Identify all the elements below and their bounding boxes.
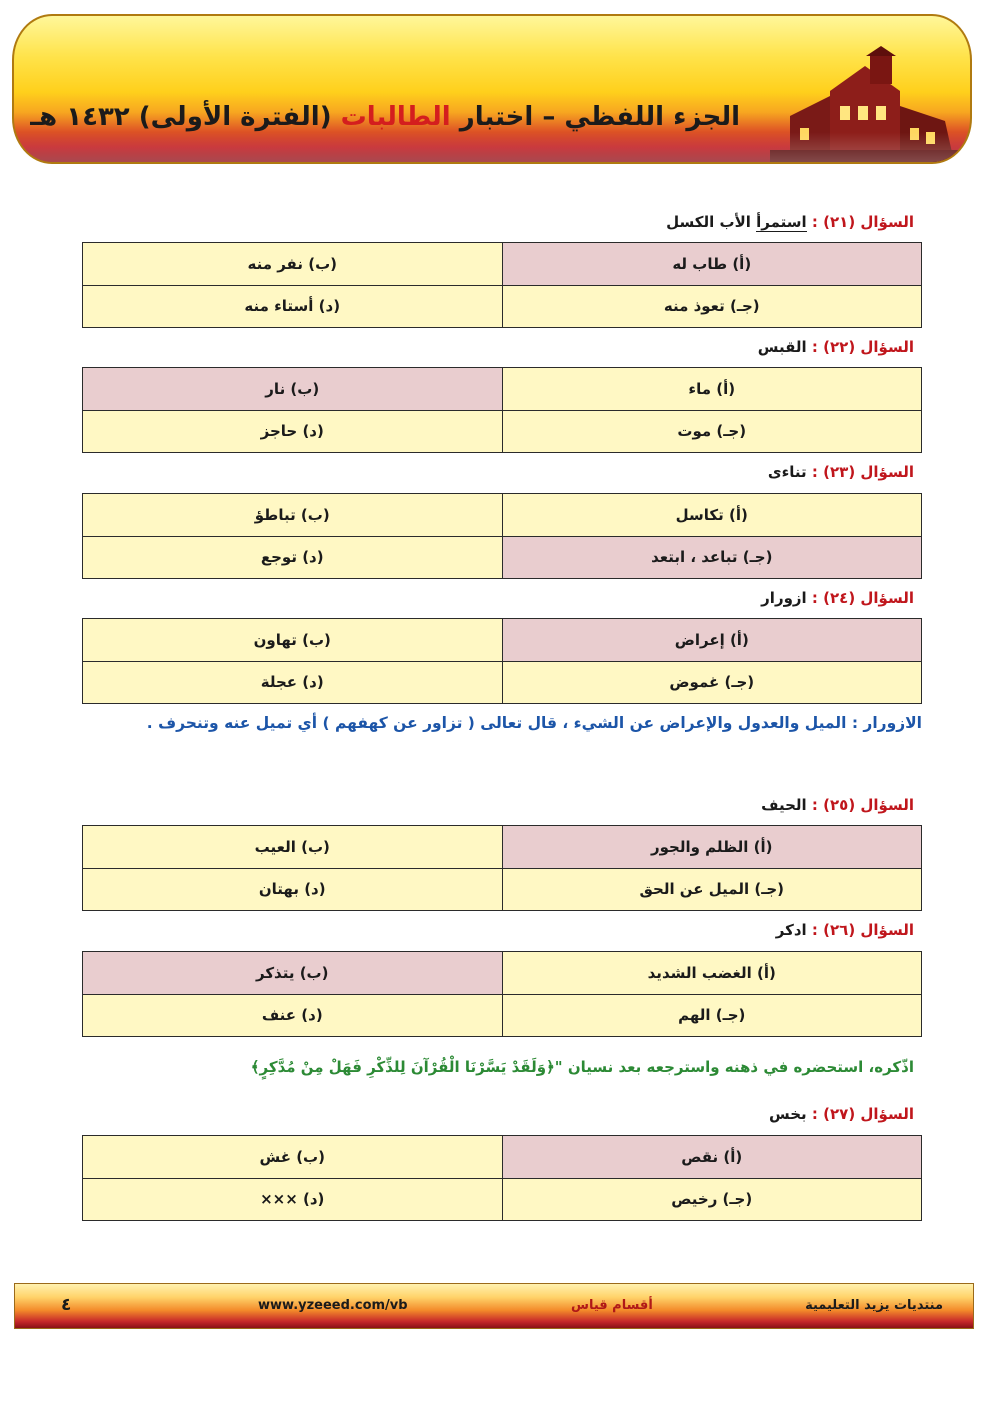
footer-bar [14, 1283, 974, 1329]
option-b[interactable]: (ب) العيب [83, 826, 503, 869]
option-c[interactable]: (جـ) تباعد ، ابتعد [502, 536, 922, 579]
option-a[interactable]: (أ) ماء [502, 368, 922, 411]
question-label: السؤال (٢٧) : [811, 1105, 914, 1123]
question-24-options [82, 618, 922, 704]
option-a[interactable]: (أ) الغضب الشديد [502, 952, 922, 995]
question-word: بخس [769, 1105, 807, 1123]
question-label: السؤال (٢٣) : [811, 463, 914, 481]
option-c[interactable]: (جـ) تعوذ منه [502, 285, 922, 328]
option-a[interactable]: (أ) إعراض [502, 619, 922, 662]
option-b[interactable]: (ب) تباطؤ [83, 494, 503, 537]
option-c[interactable]: (جـ) غموض [502, 661, 922, 704]
option-c[interactable]: (جـ) رخيص [502, 1178, 922, 1221]
option-b[interactable]: (ب) نفر منه [83, 243, 503, 286]
footer-url-link[interactable]: www.yzeeed.com/vb [258, 1298, 408, 1313]
title-part-2: (الفترة الأولى) ١٤٣٢ هـ [30, 102, 341, 132]
question-27-title [769, 1104, 914, 1124]
question-word: تناءى [767, 463, 807, 481]
question-27-options [82, 1135, 922, 1221]
footer-section[interactable]: أقسام قياس [571, 1298, 653, 1313]
option-b[interactable]: (ب) غش [83, 1136, 503, 1179]
option-a[interactable]: (أ) طاب له [502, 243, 922, 286]
option-b[interactable]: (ب) نار [83, 368, 503, 411]
option-a[interactable]: (أ) الظلم والجور [502, 826, 922, 869]
option-d[interactable]: (د) بهتان [83, 868, 503, 911]
option-c[interactable]: (جـ) موت [502, 410, 922, 453]
question-word: القبس [757, 338, 807, 356]
house-illustration-icon [770, 46, 960, 164]
title-part-1: الجزء اللفظي – اختبار [450, 102, 740, 132]
question-label: السؤال (٢٤) : [811, 589, 914, 607]
page-number: ٤ [61, 1295, 72, 1315]
option-d[interactable]: (د) توجع [83, 536, 503, 579]
question-25-options [82, 825, 922, 911]
title-highlight: الطالبات [340, 102, 451, 132]
footer-forum-name: منتديات يزيد التعليمية [805, 1298, 943, 1313]
question-word: ادكر [775, 921, 807, 939]
question-label: السؤال (٢٢) : [811, 338, 914, 356]
option-d[interactable]: (د) عجلة [83, 661, 503, 704]
question-24-title [761, 588, 914, 608]
question-word: استمرأ [756, 213, 807, 231]
question-label: السؤال (٢٦) : [811, 921, 914, 939]
question-label: السؤال (٢٥) : [811, 796, 914, 814]
option-a[interactable]: (أ) تكاسل [502, 494, 922, 537]
question-21-title [666, 212, 914, 232]
option-b[interactable]: (ب) يتذكر [83, 952, 503, 995]
question-26-options [82, 951, 922, 1037]
page-title [30, 104, 740, 130]
question-22-options [82, 367, 922, 453]
question-23-options [82, 493, 922, 579]
option-b[interactable]: (ب) تهاون [83, 619, 503, 662]
question-26-title [776, 920, 914, 940]
option-c[interactable]: (جـ) الميل عن الحق [502, 868, 922, 911]
option-c[interactable]: (جـ) الهم [502, 994, 922, 1037]
question-23-title [768, 462, 914, 482]
option-a[interactable]: (أ) نقص [502, 1136, 922, 1179]
header-banner [12, 14, 972, 164]
question-label: السؤال (٢١) : [811, 213, 914, 231]
question-word: ازورار [761, 589, 807, 607]
question-22-title [758, 337, 914, 357]
note-azwirar: الازورار : الميل والعدول والإعراض عن الشيء ، قال تعالى ( تزاور عن كهفهم ) أي تميل عنه وتنحرف . [146, 714, 922, 732]
question-25-title [761, 795, 914, 815]
question-word: الحيف [761, 796, 807, 814]
note-iddakara: اذّكره، استحضره في ذهنه واسترجعه بعد نسيان "﴿وَلَقَدْ يَسَّرْنَا الْقُرْآنَ لِلذِّكْرِ فَهَلْ مِنْ مُدَّكِرٍ﴾ [250, 1058, 914, 1076]
option-d[interactable]: (د) عنف [83, 994, 503, 1037]
question-rest: الأب الكسل [666, 213, 757, 231]
question-21-options [82, 242, 922, 328]
option-d[interactable]: (د) حاجز [83, 410, 503, 453]
option-d[interactable]: (د) ××× [83, 1178, 503, 1221]
option-d[interactable]: (د) أستاء منه [83, 285, 503, 328]
